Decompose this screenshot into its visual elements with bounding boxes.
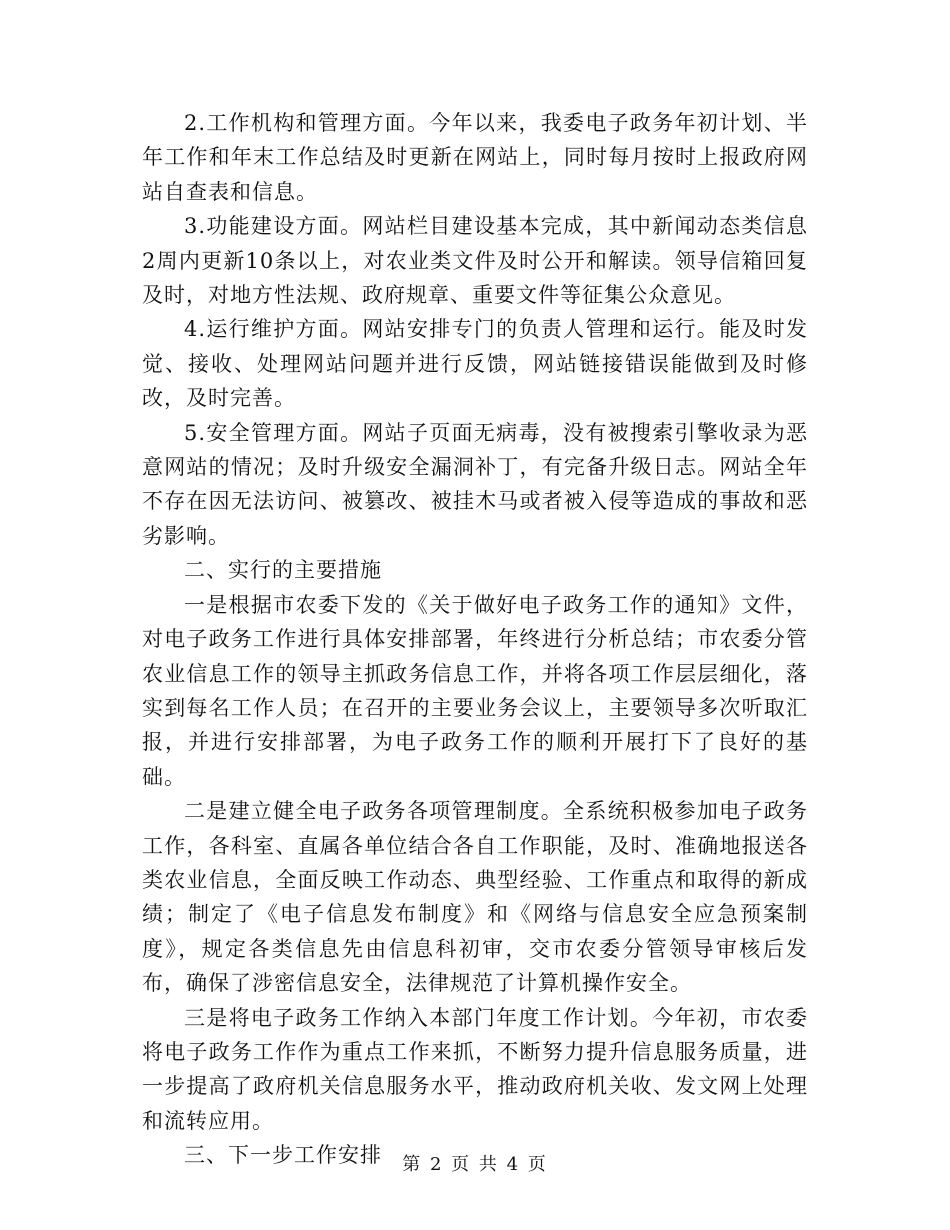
document-body	[142, 106, 808, 1173]
paragraph-measure-one: 一是根据市农委下发的《关于做好电子政务工作的通知》文件，对电子政务工作进行具体安排部署，年终进行分析总结；市农委分管农业信息工作的领导主抓政务信息工作，并将各项工作层层细化，落实到每名工作人员；在召开的主要业务会议上，主要领导多次听取汇报，并进行安排部署，为电子政务工作的顺利开展打下了良好的基础。	[142, 592, 808, 789]
section-heading-next-steps: 三、下一步工作安排	[184, 1143, 382, 1168]
paragraph-function-building: 3.功能建设方面。网站栏目建设基本完成，其中新闻动态类信息2周内更新10条以上，对农业类文件及时公开和解读。领导信箱回复及时，对地方性法规、政府规章、重要文件等征集公众意见。	[142, 214, 808, 308]
section-heading-main-measures: 二、实行的主要措施	[184, 558, 382, 583]
paragraph-org-management: 2.工作机构和管理方面。今年以来，我委电子政务年初计划、半年工作和年末工作总结及时更新在网站上，同时每月按时上报政府网站自查表和信息。	[142, 111, 808, 204]
paragraph-security-management: 5.安全管理方面。网站子页面无病毒，没有被搜索引擎收录为恶意网站的情况；及时升级安全漏洞补丁，有完备升级日志。网站全年不存在因无法访问、被篡改、被挂木马或者被入侵等造成的事故和恶劣影响。	[142, 420, 808, 548]
page-number-footer: 第 2 页 共 4 页	[402, 1154, 548, 1175]
paragraph-operation-maintenance: 4.运行维护方面。网站安排专门的负责人管理和运行。能及时发觉、接收、处理网站问题并进行反馈，网站链接错误能做到及时修改，及时完善。	[142, 317, 808, 411]
paragraph-measure-three: 三是将电子政务工作纳入本部门年度工作计划。今年初，市农委将电子政务工作作为重点工作来抓，不断努力提升信息服务质量，进一步提高了政府机关信息服务水平，推动政府机关收、发文网上处理和流转应用。	[142, 1005, 808, 1133]
paragraph-measure-two: 二是建立健全电子政务各项管理制度。全系统积极参加电子政务工作，各科室、直属各单位结合各自工作职能，及时、准确地报送各类农业信息，全面反映工作动态、典型经验、工作重点和取得的新成绩；制定了《电子信息发布制度》和《网络与信息安全应急预案制度》，规定各类信息先由信息科初审，交市农委分管领导审核后发布，确保了涉密信息安全，法律规范了计算机操作安全。	[142, 799, 808, 996]
